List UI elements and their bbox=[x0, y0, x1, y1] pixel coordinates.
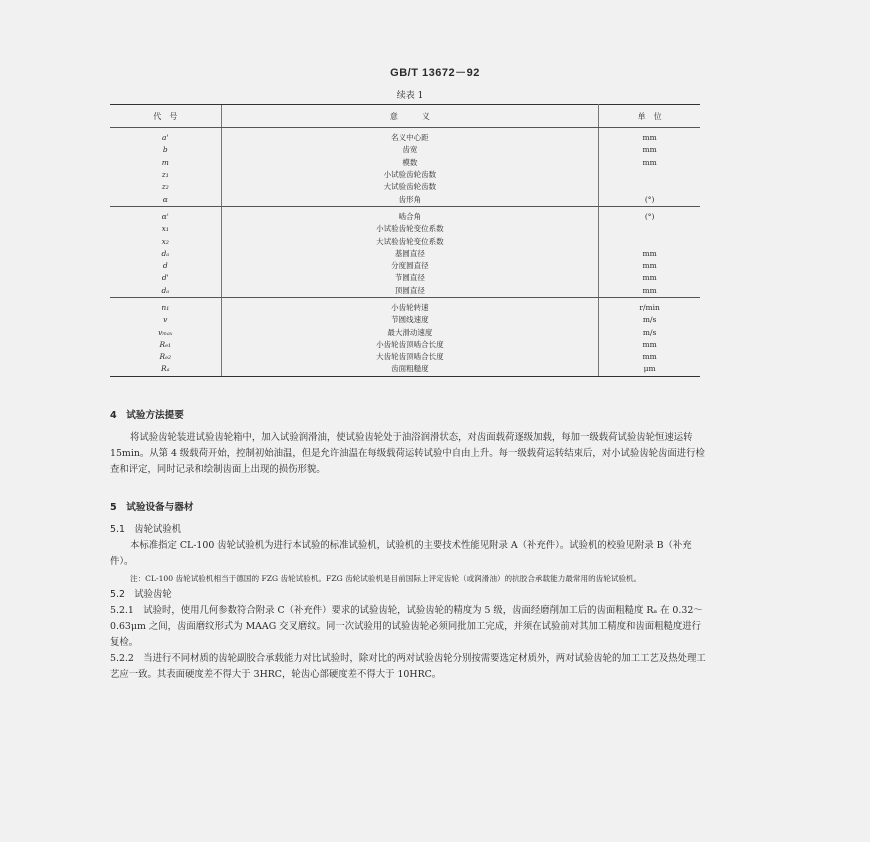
table-caption: 续表 1 bbox=[396, 91, 424, 101]
meaning-cell: 齿宽 bbox=[221, 144, 599, 156]
meaning-cell: 小试验齿轮齿数 bbox=[221, 169, 599, 181]
symbol-cell: α' bbox=[161, 211, 169, 221]
table-row bbox=[110, 326, 700, 338]
unit-cell: mm bbox=[642, 145, 657, 155]
symbol-cell: Rₐ bbox=[110, 363, 221, 376]
meaning-cell: 小齿轮转速 bbox=[221, 297, 599, 314]
symbol-cell: dₐ bbox=[161, 248, 170, 258]
header-symbol: 代 号 bbox=[110, 105, 221, 128]
unit-cell: m/s bbox=[642, 315, 657, 325]
section-5-1-note: 注：CL-100 齿轮试验机相当于德国的 FZG 齿轮试验机。FZG 齿轮试验机是目前国际上评定齿轮（或润滑油）的抗胶合承载能力最常用的齿轮试验机。 bbox=[130, 574, 642, 583]
symbol-cell: m bbox=[161, 157, 169, 167]
unit-cell: (°) bbox=[599, 193, 700, 206]
unit-cell: (°) bbox=[644, 211, 655, 221]
header-meaning: 意 义 bbox=[221, 105, 599, 128]
section-5-1-paragraph: 本标准指定 CL-100 齿轮试验机为进行本试验的标准试验机，试验机的主要技术性能见附录 A（补充件）。试验机的校验见附录 B（补充件）。 bbox=[110, 540, 692, 567]
symbol-cell: dₐ bbox=[110, 285, 221, 298]
table-row bbox=[110, 128, 700, 145]
unit-cell bbox=[599, 223, 700, 235]
symbol-cell: z₁ bbox=[161, 170, 169, 180]
table-row bbox=[110, 157, 700, 169]
section-5-title: 5 试验设备与器材 bbox=[110, 502, 194, 513]
meaning-cell: 齿形角 bbox=[221, 193, 599, 206]
symbol-cell: x₁ bbox=[161, 224, 169, 234]
unit-cell: mm bbox=[642, 261, 657, 271]
unit-cell: mm bbox=[642, 248, 657, 258]
table-row bbox=[110, 223, 700, 235]
unit-cell: μm bbox=[599, 363, 700, 376]
section-5-2-1-paragraph: 5.2.1 试验时，使用几何参数符合附录 C（补充件）要求的试验齿轮，试验齿轮的精度为 5 级，齿面经磨削加工后的齿面粗糙度 Rₐ 在 0.32～0.63μm 之间，齿面磨纹形式为 MAAG 交叉磨纹。同一次试验用的试验齿轮必须同批加工完成，并须在试验前对其加工精度和齿面粗糙度进行复检。 bbox=[110, 605, 703, 648]
meaning-cell: 节圆直径 bbox=[221, 272, 599, 284]
symbol-cell: d bbox=[162, 261, 168, 271]
table-row bbox=[110, 314, 700, 326]
header-unit: 单 位 bbox=[599, 105, 700, 128]
unit-cell: mm bbox=[642, 352, 657, 362]
unit-cell: mm bbox=[642, 339, 657, 349]
meaning-cell: 大试验齿轮齿数 bbox=[221, 181, 599, 193]
meaning-cell: 最大滑动速度 bbox=[221, 326, 599, 338]
meaning-cell: 顶圆直径 bbox=[221, 285, 599, 298]
symbol-cell: d' bbox=[161, 273, 169, 283]
meaning-cell: 小齿轮齿顶啮合长度 bbox=[221, 339, 599, 351]
table-row bbox=[110, 363, 700, 376]
unit-cell bbox=[599, 235, 700, 247]
table-header-row bbox=[110, 105, 700, 128]
meaning-cell: 齿面粗糙度 bbox=[221, 363, 599, 376]
unit-cell: mm bbox=[642, 157, 657, 167]
meaning-cell: 大齿轮齿顶啮合长度 bbox=[221, 351, 599, 363]
symbol-cell: Rₑ₂ bbox=[159, 352, 172, 362]
table-row bbox=[110, 351, 700, 363]
unit-cell: m/s bbox=[642, 327, 657, 337]
table-row bbox=[110, 193, 700, 206]
section-4-title: 4 试验方法提要 bbox=[110, 410, 184, 421]
meaning-cell: 小试验齿轮变位系数 bbox=[221, 223, 599, 235]
table-row bbox=[110, 260, 700, 272]
symbol-cell: z₂ bbox=[161, 182, 169, 192]
table-row bbox=[110, 235, 700, 247]
meaning-cell: 啮合角 bbox=[221, 206, 599, 223]
table-row bbox=[110, 206, 700, 223]
symbol-cell: Rₑ₁ bbox=[159, 339, 172, 349]
symbol-cell: x₂ bbox=[161, 236, 169, 246]
section-5-1-title: 5.1 齿轮试验机 bbox=[110, 524, 182, 535]
meaning-cell: 分度圆直径 bbox=[221, 260, 599, 272]
table-row bbox=[110, 144, 700, 156]
table-row bbox=[110, 339, 700, 351]
symbol-cell: α bbox=[110, 193, 221, 206]
table-row bbox=[110, 297, 700, 314]
symbol-cell: a' bbox=[162, 133, 169, 143]
symbol-cell: v bbox=[163, 315, 168, 325]
meaning-cell: 大试验齿轮变位系数 bbox=[221, 235, 599, 247]
symbol-table bbox=[110, 104, 700, 377]
document-code-header: GB/T 13672－92 bbox=[390, 67, 480, 79]
table-row bbox=[110, 248, 700, 260]
meaning-cell: 节圆线速度 bbox=[221, 314, 599, 326]
unit-cell: mm bbox=[599, 285, 700, 298]
meaning-cell: 名义中心距 bbox=[221, 128, 599, 145]
section-5-2-2-paragraph: 5.2.2 当进行不同材质的齿轮副胶合承载能力对比试验时，除对比的两对试验齿轮分别按需要选定材质外，两对试验齿轮的加工工艺及热处理工艺应一致。其表面硬度差不得大于 3HRC，轮齿心部硬度差不得大于 10HRC。 bbox=[110, 653, 706, 680]
table-body bbox=[110, 128, 700, 377]
meaning-cell: 基圆直径 bbox=[221, 248, 599, 260]
table-row bbox=[110, 181, 700, 193]
unit-cell bbox=[599, 169, 700, 181]
table-row bbox=[110, 169, 700, 181]
table-row bbox=[110, 272, 700, 284]
unit-cell: r/min bbox=[639, 303, 660, 312]
section-4-paragraph: 将试验齿轮装进试验齿轮箱中，加入试验润滑油，使试验齿轮处于油浴润滑状态，对齿面载荷逐级加载，每加一级载荷试验齿轮恒速运转 15min。从第 4 级载荷开始，控制初始油温，但是允许油温在每级载荷运转试验中自由上升。每一级载荷运转结束后，对小试验齿轮齿面进行检查和评定，同时记录和绘制齿面上出现的损伤形貌。 bbox=[110, 432, 705, 475]
symbol-cell: n₁ bbox=[161, 303, 170, 312]
section-5-2-title: 5.2 试验齿轮 bbox=[110, 589, 172, 600]
section-5 bbox=[110, 500, 710, 683]
symbol-cell: b bbox=[162, 145, 168, 155]
table-row bbox=[110, 285, 700, 298]
unit-cell: mm bbox=[642, 133, 657, 143]
symbol-cell: vₘₐₓ bbox=[158, 327, 173, 337]
section-4 bbox=[110, 408, 710, 478]
unit-cell: mm bbox=[642, 273, 657, 283]
meaning-cell: 模数 bbox=[221, 157, 599, 169]
unit-cell bbox=[599, 181, 700, 193]
